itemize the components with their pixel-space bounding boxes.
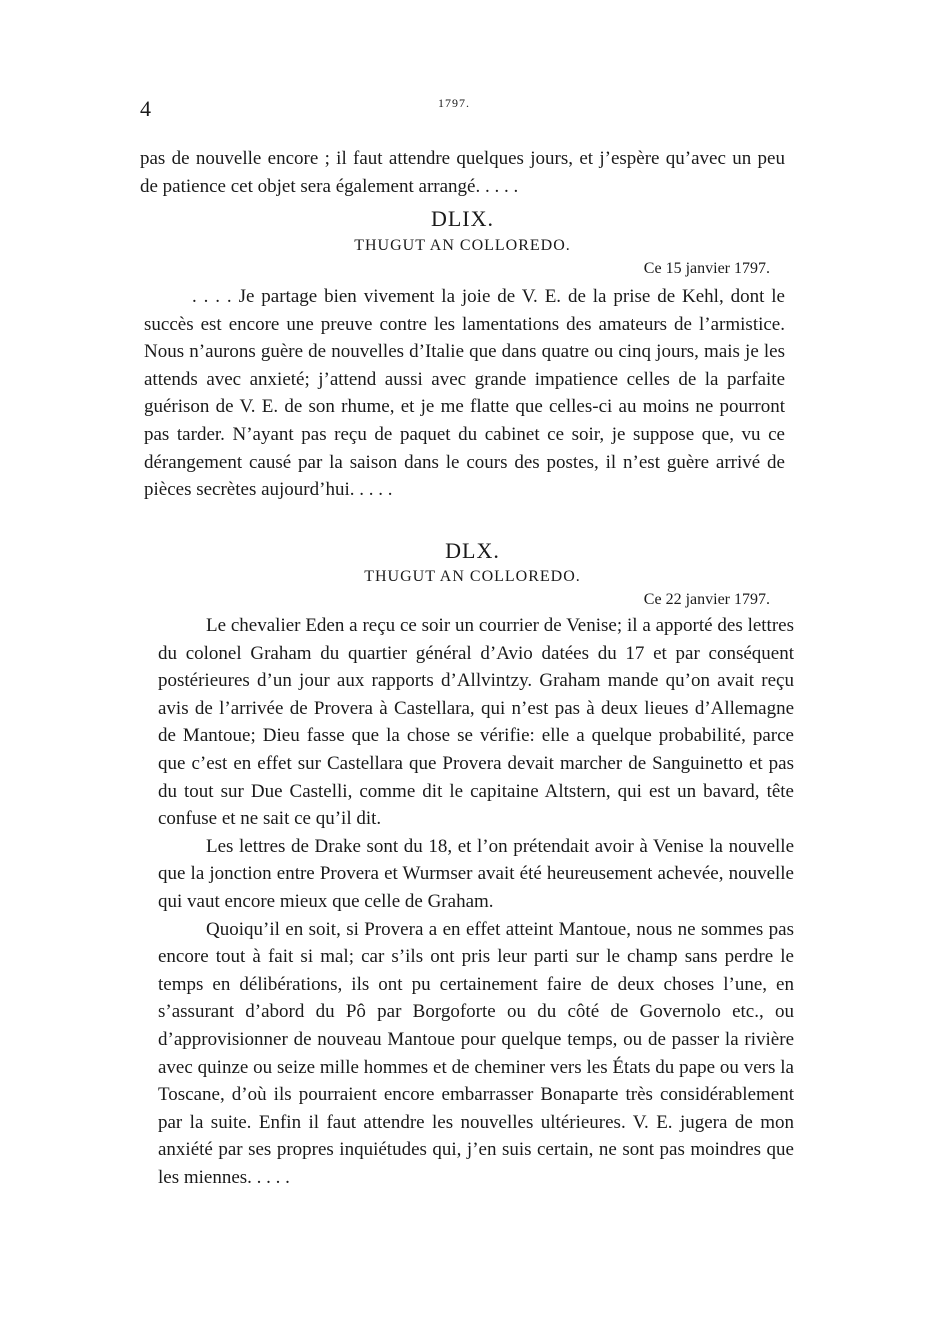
letter-title-dlx: THUGUT AN COLLOREDO.	[364, 568, 581, 585]
intro-paragraph	[140, 145, 785, 200]
page-number: 4	[140, 96, 151, 121]
paragraph: Les lettres de Drake sont du 18, et l’on prétendait avoir à Venise la nouvelle que la jonction entre Provera et Wurmser avait été heureusement achevée, nouvelle qui vaut encore mieux que celle de Graham.	[158, 835, 794, 912]
letter-date-dlix: Ce 15 janvier 1797.	[643, 260, 770, 277]
paragraph: Le chevalier Eden a reçu ce soir un courrier de Venise; il a apporté des lettres du colonel Graham du quartier général d’Avio datées du 17 et par conséquent postérieures d’un jour aux rapports d’Allvintzy. Graham mande qu’on avait reçu avis de l’arrivée de Provera à Castellara, qui n’est pas à deux lieues d’Allemagne de Mantoue; Dieu fasse que la chose se vérifie: elle a quelque probabilité, parce que c’est en effet sur Castellara que Provera devait marcher de Sanguinetto et pas du tout sur Due Castelli, comme dit le capitaine Altstern, qui est un bavard, tête confuse et ne sait ce qu’il dit.	[158, 615, 794, 830]
paragraph: Quoiqu’il en soit, si Provera a en effet atteint Mantoue, nous ne sommes pas encore tout à fait si mal; car s’ils ont pris leur parti sur le champ sans perdre le temps en délibérations, ils ont pu certainement faire de deux choses l’une, en s’assurant d’abord du Pô par Borgoforte ou du côté de Governolo etc., ou d’approvisionner de nouveau Mantoue pour quelque temps, ou de passer la rivière avec quinze ou seize mille hommes et de cheminer vers les États du pape ou vers la Toscane, d’où ils pourraient encore embarrasser Bonaparte très considérablement par la suite. Enfin il faut attendre les nouvelles ultérieures. V. E. jugera de mon anxiété par ses propres inquiétudes qui, j’en suis certain, ne sont pas moindres que les miennes. . . . .	[158, 918, 794, 1188]
letter-number-dlx: DLX.	[445, 538, 500, 563]
paragraph: . . . . Je partage bien vivement la joie de V. E. de la prise de Kehl, dont le succès est encore une preuve contre les lamentations des amateurs de l’armistice. Nous n’aurons guère de nouvelles d’Italie que dans quatre ou cinq jours, mais je les attends avec anxieté; j’attend aussi avec grande impatience celles de la parfaite guérison de V. E. de son rhume, et je me flatte que celles-ci au moins ne pourront pas tarder. N’ayant pas reçu de paquet du cabinet ce soir, je suppose que, vu ce dérangement causé par la saison dans le cours des postes, il n’est guère arrivé de pièces secrètes aujourd’hui. . . . .	[144, 286, 785, 501]
letter-body-dlix	[144, 283, 785, 504]
letter-number-dlix: DLIX.	[430, 206, 495, 231]
letter-body-dlx	[158, 612, 794, 1191]
letter-title-dlix: THUGUT AN COLLOREDO.	[354, 237, 571, 254]
running-head: 1797.	[438, 96, 470, 110]
intro-text: pas de nouvelle encore ; il faut attendre quelques jours, et j’espère qu’avec un peu de patience cet objet sera également arrangé. . . . .	[140, 148, 785, 197]
letter-date-dlx: Ce 22 janvier 1797.	[643, 591, 770, 608]
